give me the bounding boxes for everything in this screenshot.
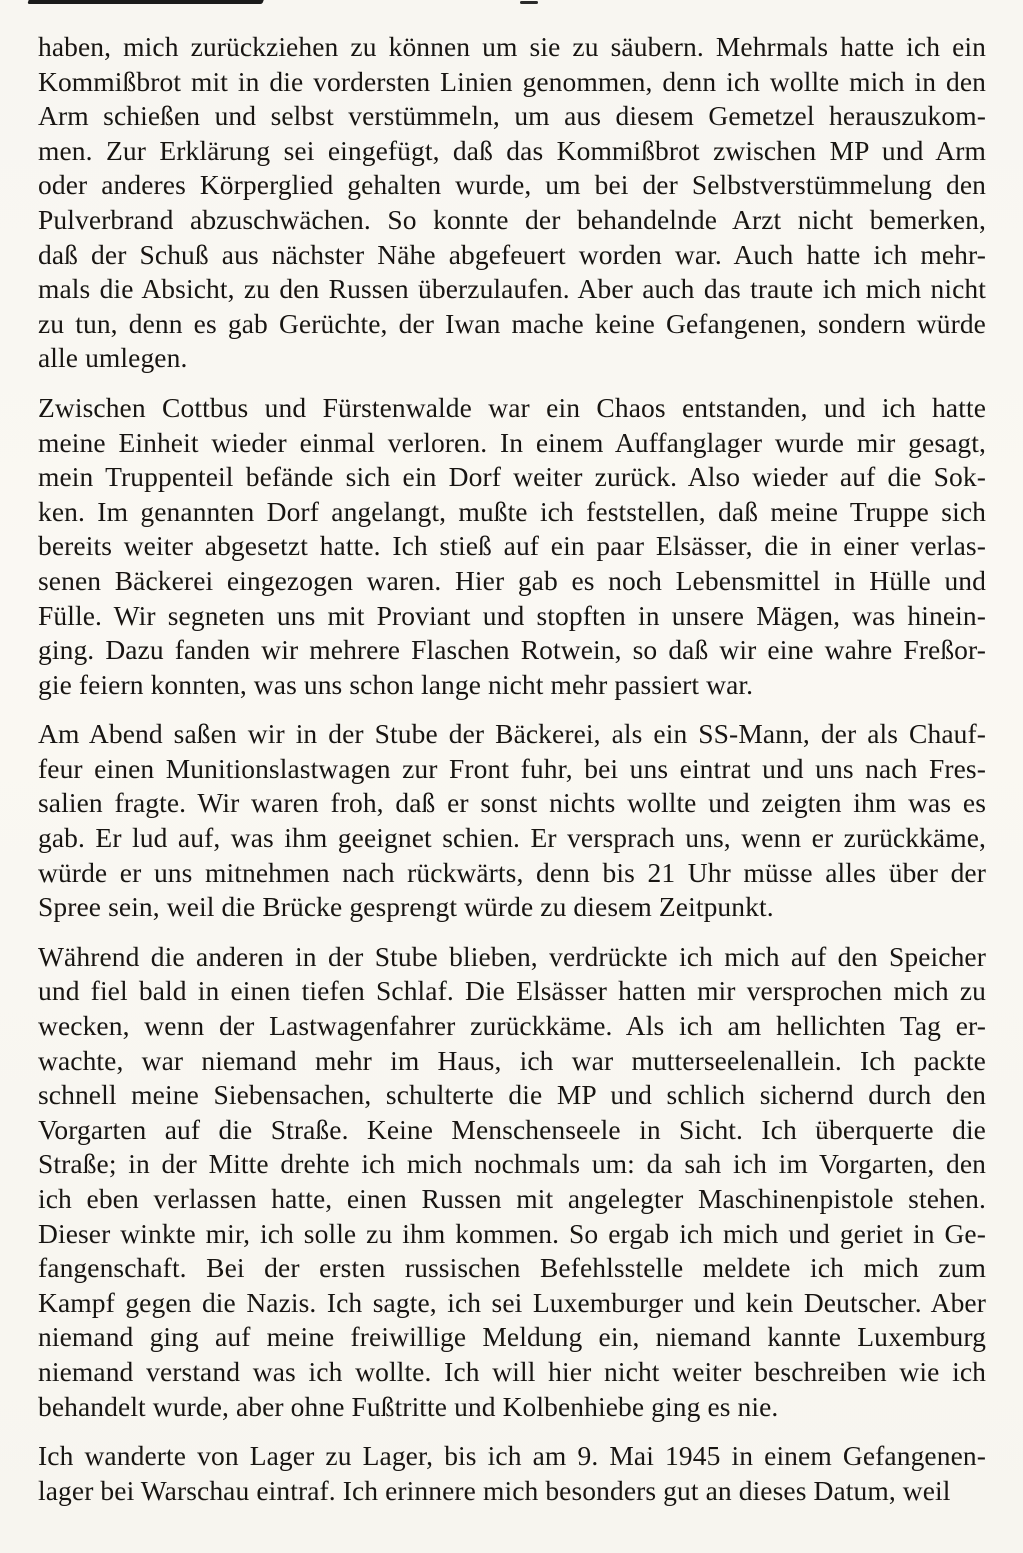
paragraph <box>38 1439 986 1508</box>
scan-edge-artifact <box>520 1 538 4</box>
scan-edge-artifact <box>27 0 263 4</box>
text-line: lager bei Warschau eintraf. Ich erinnere mich besonders gut an dieses Datum, weil <box>38 1474 951 1506</box>
text-line: mals die Absicht, zu den Russen überzulaufen. Aber auch das traute ich mich nicht <box>38 273 986 305</box>
text-line: alle umlegen. <box>38 342 188 374</box>
text-line: ken. Im genannten Dorf angelangt, mußte ich feststellen, daß meine Truppe sich <box>38 495 986 527</box>
text-line: Spree sein, weil die Brücke gesprengt würde zu diesem Zeitpunkt. <box>38 891 774 923</box>
text-line: Pulverbrand abzuschwächen. So konnte der behandelnde Arzt nicht bemerken, <box>38 203 986 235</box>
text-line: wecken, wenn der Lastwagenfahrer zurückkäme. Als ich am hellichten Tag er- <box>38 1010 986 1042</box>
text-line: oder anderes Körperglied gehalten wurde, um bei der Selbstverstümmelung den <box>38 169 986 201</box>
text-line: haben, mich zurückziehen zu können um sie zu säubern. Mehrmals hatte ich ein <box>38 31 986 62</box>
page-text <box>38 30 986 1508</box>
text-line: niemand verstand was ich wollte. Ich will hier nicht weiter beschreiben wie ich <box>38 1355 986 1387</box>
text-line: Während die anderen in der Stube blieben, verdrückte ich mich auf den Speicher <box>38 940 986 972</box>
text-line: zu tun, denn es gab Gerüchte, der Iwan mache keine Gefangenen, sondern würde <box>38 307 986 339</box>
text-line: Vorgarten auf die Straße. Keine Menschenseele in Sicht. Ich überquerte die <box>38 1113 986 1145</box>
text-line: men. Zur Erklärung sei eingefügt, daß das Kommißbrot zwischen MP und Arm <box>38 134 986 166</box>
paragraph <box>38 940 986 1424</box>
text-line: schnell meine Siebensachen, schulterte die MP und schlich sichernd durch den <box>38 1079 986 1111</box>
text-line: daß der Schuß aus nächster Nähe abgefeuert worden war. Auch hatte ich mehr- <box>38 238 986 270</box>
text-line: mein Truppenteil befände sich ein Dorf weiter zurück. Also wieder auf die Sok- <box>38 461 986 493</box>
text-line: Kampf gegen die Nazis. Ich sagte, ich sei Luxemburger und kein Deutscher. Aber <box>38 1286 986 1318</box>
text-line: wachte, war niemand mehr im Haus, ich war mutterseelenallein. Ich packte <box>38 1044 986 1076</box>
text-line: meine Einheit wieder einmal verloren. In einem Auffanglager wurde mir gesagt, <box>38 426 986 458</box>
text-line: behandelt wurde, aber ohne Fußtritte und Kolbenhiebe ging es nie. <box>38 1390 779 1422</box>
text-line: salien fragte. Wir waren froh, daß er sonst nichts wollte und zeigten ihm was es <box>38 787 986 819</box>
text-line: Zwischen Cottbus und Fürstenwalde war ein Chaos entstanden, und ich hatte <box>38 391 986 423</box>
text-line: würde er uns mitnehmen nach rückwärts, denn bis 21 Uhr müsse alles über der <box>38 856 986 888</box>
text-line: Ich wanderte von Lager zu Lager, bis ich am 9. Mai 1945 in einem Gefangenen- <box>38 1440 986 1472</box>
text-line: fangenschaft. Bei der ersten russischen Befehlsstelle meldete ich mich zum <box>38 1252 986 1284</box>
text-line: gie feiern konnten, was uns schon lange nicht mehr passiert war. <box>38 668 754 700</box>
paragraph <box>38 717 986 925</box>
text-line: Arm schießen und selbst verstümmeln, um aus diesem Gemetzel herauszukom- <box>38 100 986 132</box>
text-line: Dieser winkte mir, ich solle zu ihm kommen. So ergab ich mich und geriet in Ge- <box>38 1217 986 1249</box>
text-line: ging. Dazu fanden wir mehrere Flaschen Rotwein, so daß wir eine wahre Freßor- <box>38 634 986 666</box>
text-line: feur einen Munitionslastwagen zur Front fuhr, bei uns eintrat und uns nach Fres- <box>38 752 986 784</box>
text-line: Kommißbrot mit in die vordersten Linien genommen, denn ich wollte mich in den <box>38 65 986 97</box>
text-line: Am Abend saßen wir in der Stube der Bäckerei, als ein SS-Mann, der als Chauf- <box>38 718 986 750</box>
text-line: niemand ging auf meine freiwillige Meldung ein, niemand kannte Luxemburg <box>38 1321 986 1353</box>
text-line: und fiel bald in einen tiefen Schlaf. Die Elsässer hatten mir versprochen mich zu <box>38 975 986 1007</box>
text-line: Fülle. Wir segneten uns mit Proviant und stopften in unsere Mägen, was hinein- <box>38 599 986 631</box>
text-line: ich eben verlassen hatte, einen Russen mit angelegter Maschinenpistole stehen. <box>38 1183 986 1214</box>
text-line: bereits weiter abgesetzt hatte. Ich stieß auf ein paar Elsässer, die in einer verlas- <box>38 530 986 562</box>
text-line: Straße; in der Mitte drehte ich mich nochmals um: da sah ich im Vorgarten, den <box>38 1148 986 1180</box>
paragraph <box>38 391 986 702</box>
text-line: gab. Er lud auf, was ihm geeignet schien. Er versprach uns, wenn er zurückkäme, <box>38 822 986 854</box>
text-line: senen Bäckerei eingezogen waren. Hier gab es noch Lebensmittel in Hülle und <box>38 564 986 596</box>
paragraph <box>38 30 986 376</box>
